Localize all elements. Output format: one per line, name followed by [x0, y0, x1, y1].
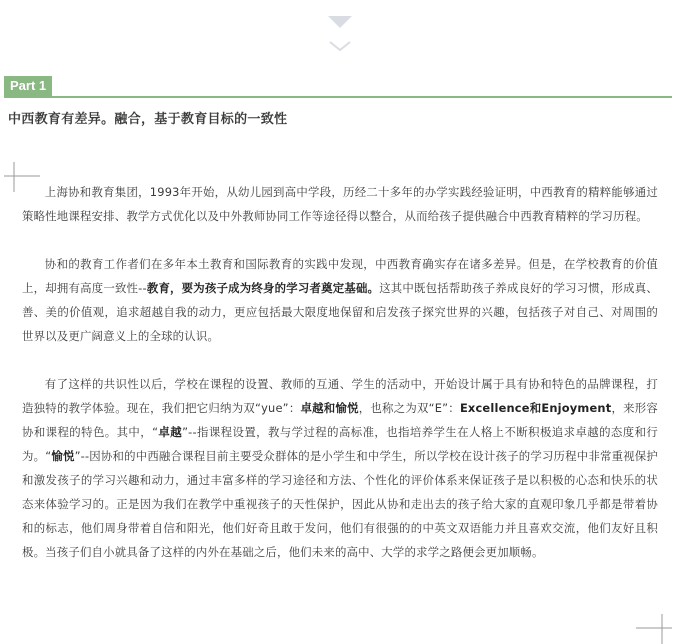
- double-chevron-down-icon: [326, 12, 354, 58]
- paragraph-2: [22, 252, 658, 348]
- paragraph-3-text-1: 有了这样的共识性以后，学校在课程的设置、教师的互通、学生的活动中，开始设计属于具有协和特色的品牌课程，打造独特的教学体验。现在，我们把它归纳为双“yue”：: [22, 377, 658, 415]
- paragraph-3: [22, 372, 658, 564]
- section-subtitle: 中西教育有差异。融合，基于教育目标的一致性: [8, 112, 288, 127]
- paragraph-1: [22, 180, 658, 228]
- paragraph-2-text-a: 协和的教育工作者们在多年本土教育和国际教育的实践中发现，中西教育确实存在诸多差异。但是，在学校教育的价值上，却拥有高度一致性--: [22, 257, 658, 295]
- paragraph-1-text: 上海协和教育集团，1993年开始，从幼儿园到高中学段，历经二十多年的办学实践经验证明，中西教育的精粹能够通过策略性地课程安排、教学方式优化以及中外教师协同工作等途径得以整合，从而给孩子提供融合中西教育精粹的学习历程。: [22, 185, 658, 223]
- paragraph-3-text-4: ”--指课程设置，教与学过程的高标准，也指培养学生在人格上不断积极追求卓越的态度和行为。“: [22, 425, 658, 463]
- paragraph-2-emphasis: 教育，要为孩子成为终身的学习者奠定基础。: [146, 281, 380, 295]
- paragraph-3-text-5: ”--因协和的中西融合课程目前主要受众群体的是小学生和中学生，所以学校在设计孩子的学习历程中非常重视保护和激发孩子的学习兴趣和动力，通过丰富多样的学习途径和方法、个性化的评价体系来保证孩子是以积极的心态和快乐的状态来体验学习的。正是因为我们在教学中重视孩子的天性保护，因此从协和走出去的孩子给大家的直观印象几乎都是带着协和的标志，他们周身带着自信和阳光，他们好奇且敢于发问，他们有很强的的中英文双语能力并且喜欢交流，他们友好且积极。当孩子们自小就具备了这样的内外在基础之后，他们未来的高中、大学的求学之路便会更加顺畅。: [22, 449, 658, 559]
- paragraph-3-text-2: ，也称之为双“E”：: [358, 401, 460, 415]
- paragraph-3-text-3: ，来形容协和课程的特色。其中，“: [22, 401, 658, 439]
- part-badge: Part 1: [4, 76, 52, 96]
- paragraph-3-bold-3: 卓越: [158, 425, 183, 439]
- corner-crosshair-icon: [632, 604, 672, 644]
- section-rule: [4, 96, 672, 98]
- paragraph-2-text-b: 这其中既包括帮助孩子养成良好的学习习惯，形成真、善、美的价值观，追求超越自我的动力，更应包括最大限度地保留和启发孩子探究世界的兴趣，包括孩子对自己、对周围的世界以及更广阔意义上的全球的认识。: [22, 281, 658, 343]
- article-body: [22, 180, 658, 564]
- paragraph-3-bold-1: 卓越和愉悦: [300, 401, 359, 415]
- paragraph-3-bold-2: Excellence和Enjoyment: [459, 401, 612, 415]
- paragraph-3-bold-4: 愉悦: [51, 449, 75, 463]
